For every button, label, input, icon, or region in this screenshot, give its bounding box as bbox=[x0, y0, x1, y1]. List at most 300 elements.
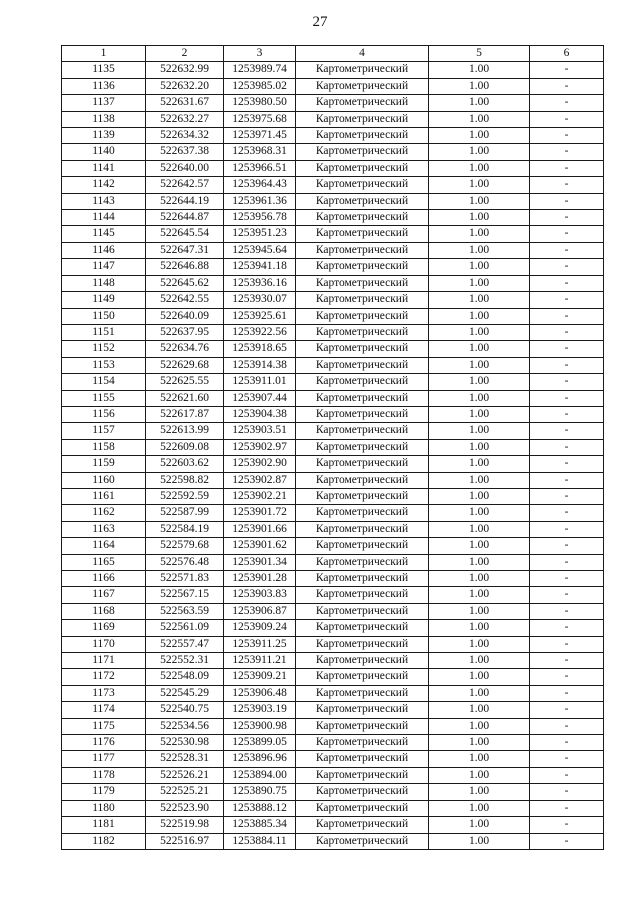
coordinates-table bbox=[61, 45, 604, 850]
point-number-cell: 1172 bbox=[62, 669, 146, 685]
table-row bbox=[62, 78, 604, 94]
y-coordinate-cell: 1253901.72 bbox=[224, 505, 296, 521]
note-cell: - bbox=[530, 193, 604, 209]
table-row bbox=[62, 210, 604, 226]
table-row bbox=[62, 62, 604, 78]
y-coordinate-cell: 1253925.61 bbox=[224, 308, 296, 324]
table-row bbox=[62, 275, 604, 291]
point-number-cell: 1166 bbox=[62, 571, 146, 587]
y-coordinate-cell: 1253964.43 bbox=[224, 177, 296, 193]
note-cell: - bbox=[530, 751, 604, 767]
note-cell: - bbox=[530, 226, 604, 242]
x-coordinate-cell: 522644.19 bbox=[146, 193, 224, 209]
table-header bbox=[62, 46, 604, 62]
y-coordinate-cell: 1253900.98 bbox=[224, 718, 296, 734]
accuracy-cell: 1.00 bbox=[429, 193, 530, 209]
point-number-cell: 1157 bbox=[62, 423, 146, 439]
y-coordinate-cell: 1253945.64 bbox=[224, 242, 296, 258]
x-coordinate-cell: 522609.08 bbox=[146, 439, 224, 455]
note-cell: - bbox=[530, 587, 604, 603]
accuracy-cell: 1.00 bbox=[429, 177, 530, 193]
note-cell: - bbox=[530, 833, 604, 849]
method-cell: Картометрический bbox=[296, 128, 429, 144]
method-cell: Картометрический bbox=[296, 751, 429, 767]
x-coordinate-cell: 522519.98 bbox=[146, 817, 224, 833]
accuracy-cell: 1.00 bbox=[429, 735, 530, 751]
y-coordinate-cell: 1253909.21 bbox=[224, 669, 296, 685]
accuracy-cell: 1.00 bbox=[429, 210, 530, 226]
point-number-cell: 1146 bbox=[62, 242, 146, 258]
x-coordinate-cell: 522557.47 bbox=[146, 636, 224, 652]
accuracy-cell: 1.00 bbox=[429, 357, 530, 373]
point-number-cell: 1178 bbox=[62, 767, 146, 783]
note-cell: - bbox=[530, 78, 604, 94]
method-cell: Картометрический bbox=[296, 259, 429, 275]
table-row bbox=[62, 242, 604, 258]
note-cell: - bbox=[530, 275, 604, 291]
y-coordinate-cell: 1253975.68 bbox=[224, 111, 296, 127]
method-cell: Картометрический bbox=[296, 160, 429, 176]
note-cell: - bbox=[530, 554, 604, 570]
point-number-cell: 1164 bbox=[62, 538, 146, 554]
point-number-cell: 1139 bbox=[62, 128, 146, 144]
table-row bbox=[62, 800, 604, 816]
note-cell: - bbox=[530, 390, 604, 406]
note-cell: - bbox=[530, 800, 604, 816]
table-row bbox=[62, 226, 604, 242]
note-cell: - bbox=[530, 62, 604, 78]
x-coordinate-cell: 522552.31 bbox=[146, 653, 224, 669]
table-row bbox=[62, 259, 604, 275]
method-cell: Картометрический bbox=[296, 636, 429, 652]
x-coordinate-cell: 522644.87 bbox=[146, 210, 224, 226]
method-cell: Картометрический bbox=[296, 587, 429, 603]
y-coordinate-cell: 1253911.25 bbox=[224, 636, 296, 652]
method-cell: Картометрический bbox=[296, 817, 429, 833]
method-cell: Картометрический bbox=[296, 95, 429, 111]
method-cell: Картометрический bbox=[296, 242, 429, 258]
point-number-cell: 1168 bbox=[62, 603, 146, 619]
point-number-cell: 1136 bbox=[62, 78, 146, 94]
x-coordinate-cell: 522534.56 bbox=[146, 718, 224, 734]
table-row bbox=[62, 538, 604, 554]
accuracy-cell: 1.00 bbox=[429, 439, 530, 455]
accuracy-cell: 1.00 bbox=[429, 538, 530, 554]
table-row bbox=[62, 95, 604, 111]
y-coordinate-cell: 1253901.62 bbox=[224, 538, 296, 554]
accuracy-cell: 1.00 bbox=[429, 128, 530, 144]
note-cell: - bbox=[530, 636, 604, 652]
x-coordinate-cell: 522634.32 bbox=[146, 128, 224, 144]
point-number-cell: 1155 bbox=[62, 390, 146, 406]
table-row bbox=[62, 341, 604, 357]
method-cell: Картометрический bbox=[296, 669, 429, 685]
table-row bbox=[62, 406, 604, 422]
accuracy-cell: 1.00 bbox=[429, 144, 530, 160]
note-cell: - bbox=[530, 603, 604, 619]
table-row bbox=[62, 571, 604, 587]
accuracy-cell: 1.00 bbox=[429, 488, 530, 504]
y-coordinate-cell: 1253951.23 bbox=[224, 226, 296, 242]
x-coordinate-cell: 522579.68 bbox=[146, 538, 224, 554]
accuracy-cell: 1.00 bbox=[429, 636, 530, 652]
method-cell: Картометрический bbox=[296, 62, 429, 78]
x-coordinate-cell: 522545.29 bbox=[146, 685, 224, 701]
x-coordinate-cell: 522576.48 bbox=[146, 554, 224, 570]
point-number-cell: 1171 bbox=[62, 653, 146, 669]
y-coordinate-cell: 1253906.87 bbox=[224, 603, 296, 619]
accuracy-cell: 1.00 bbox=[429, 702, 530, 718]
y-coordinate-cell: 1253899.05 bbox=[224, 735, 296, 751]
point-number-cell: 1176 bbox=[62, 735, 146, 751]
method-cell: Картометрический bbox=[296, 571, 429, 587]
y-coordinate-cell: 1253902.21 bbox=[224, 488, 296, 504]
point-number-cell: 1152 bbox=[62, 341, 146, 357]
table-row bbox=[62, 817, 604, 833]
table-row bbox=[62, 292, 604, 308]
page-number: 27 bbox=[312, 14, 328, 30]
point-number-cell: 1150 bbox=[62, 308, 146, 324]
method-cell: Картометрический bbox=[296, 521, 429, 537]
accuracy-cell: 1.00 bbox=[429, 292, 530, 308]
header-cell-6: 6 bbox=[530, 46, 604, 62]
accuracy-cell: 1.00 bbox=[429, 111, 530, 127]
accuracy-cell: 1.00 bbox=[429, 78, 530, 94]
table-row bbox=[62, 505, 604, 521]
point-number-cell: 1144 bbox=[62, 210, 146, 226]
point-number-cell: 1181 bbox=[62, 817, 146, 833]
note-cell: - bbox=[530, 767, 604, 783]
y-coordinate-cell: 1253911.21 bbox=[224, 653, 296, 669]
point-number-cell: 1167 bbox=[62, 587, 146, 603]
method-cell: Картометрический bbox=[296, 685, 429, 701]
x-coordinate-cell: 522631.67 bbox=[146, 95, 224, 111]
y-coordinate-cell: 1253901.34 bbox=[224, 554, 296, 570]
y-coordinate-cell: 1253914.38 bbox=[224, 357, 296, 373]
point-number-cell: 1148 bbox=[62, 275, 146, 291]
table-row bbox=[62, 144, 604, 160]
table-row bbox=[62, 669, 604, 685]
note-cell: - bbox=[530, 488, 604, 504]
y-coordinate-cell: 1253890.75 bbox=[224, 784, 296, 800]
method-cell: Картометрический bbox=[296, 226, 429, 242]
method-cell: Картометрический bbox=[296, 423, 429, 439]
table-row bbox=[62, 620, 604, 636]
method-cell: Картометрический bbox=[296, 472, 429, 488]
header-cell-1: 1 bbox=[62, 46, 146, 62]
method-cell: Картометрический bbox=[296, 505, 429, 521]
point-number-cell: 1161 bbox=[62, 488, 146, 504]
header-cell-4: 4 bbox=[296, 46, 429, 62]
x-coordinate-cell: 522647.31 bbox=[146, 242, 224, 258]
y-coordinate-cell: 1253896.96 bbox=[224, 751, 296, 767]
point-number-cell: 1140 bbox=[62, 144, 146, 160]
y-coordinate-cell: 1253911.01 bbox=[224, 374, 296, 390]
note-cell: - bbox=[530, 259, 604, 275]
point-number-cell: 1135 bbox=[62, 62, 146, 78]
accuracy-cell: 1.00 bbox=[429, 242, 530, 258]
note-cell: - bbox=[530, 505, 604, 521]
accuracy-cell: 1.00 bbox=[429, 95, 530, 111]
x-coordinate-cell: 522629.68 bbox=[146, 357, 224, 373]
x-coordinate-cell: 522645.54 bbox=[146, 226, 224, 242]
x-coordinate-cell: 522642.55 bbox=[146, 292, 224, 308]
method-cell: Картометрический bbox=[296, 144, 429, 160]
y-coordinate-cell: 1253902.90 bbox=[224, 456, 296, 472]
x-coordinate-cell: 522571.83 bbox=[146, 571, 224, 587]
table-row bbox=[62, 177, 604, 193]
note-cell: - bbox=[530, 324, 604, 340]
note-cell: - bbox=[530, 620, 604, 636]
table-row bbox=[62, 767, 604, 783]
point-number-cell: 1154 bbox=[62, 374, 146, 390]
point-number-cell: 1142 bbox=[62, 177, 146, 193]
note-cell: - bbox=[530, 177, 604, 193]
table-row bbox=[62, 160, 604, 176]
table-row bbox=[62, 833, 604, 849]
accuracy-cell: 1.00 bbox=[429, 160, 530, 176]
point-number-cell: 1138 bbox=[62, 111, 146, 127]
x-coordinate-cell: 522621.60 bbox=[146, 390, 224, 406]
method-cell: Картометрический bbox=[296, 620, 429, 636]
note-cell: - bbox=[530, 95, 604, 111]
note-cell: - bbox=[530, 423, 604, 439]
accuracy-cell: 1.00 bbox=[429, 620, 530, 636]
y-coordinate-cell: 1253894.00 bbox=[224, 767, 296, 783]
y-coordinate-cell: 1253884.11 bbox=[224, 833, 296, 849]
method-cell: Картометрический bbox=[296, 767, 429, 783]
x-coordinate-cell: 522625.55 bbox=[146, 374, 224, 390]
note-cell: - bbox=[530, 210, 604, 226]
y-coordinate-cell: 1253989.74 bbox=[224, 62, 296, 78]
y-coordinate-cell: 1253918.65 bbox=[224, 341, 296, 357]
method-cell: Картометрический bbox=[296, 292, 429, 308]
x-coordinate-cell: 522526.21 bbox=[146, 767, 224, 783]
method-cell: Картометрический bbox=[296, 193, 429, 209]
method-cell: Картометрический bbox=[296, 800, 429, 816]
method-cell: Картометрический bbox=[296, 406, 429, 422]
table-body bbox=[62, 62, 604, 850]
accuracy-cell: 1.00 bbox=[429, 817, 530, 833]
accuracy-cell: 1.00 bbox=[429, 603, 530, 619]
method-cell: Картометрический bbox=[296, 735, 429, 751]
y-coordinate-cell: 1253904.38 bbox=[224, 406, 296, 422]
note-cell: - bbox=[530, 160, 604, 176]
method-cell: Картометрический bbox=[296, 78, 429, 94]
method-cell: Картометрический bbox=[296, 456, 429, 472]
note-cell: - bbox=[530, 406, 604, 422]
accuracy-cell: 1.00 bbox=[429, 587, 530, 603]
point-number-cell: 1165 bbox=[62, 554, 146, 570]
note-cell: - bbox=[530, 128, 604, 144]
note-cell: - bbox=[530, 341, 604, 357]
point-number-cell: 1182 bbox=[62, 833, 146, 849]
accuracy-cell: 1.00 bbox=[429, 767, 530, 783]
accuracy-cell: 1.00 bbox=[429, 423, 530, 439]
y-coordinate-cell: 1253907.44 bbox=[224, 390, 296, 406]
note-cell: - bbox=[530, 292, 604, 308]
y-coordinate-cell: 1253902.87 bbox=[224, 472, 296, 488]
y-coordinate-cell: 1253961.36 bbox=[224, 193, 296, 209]
table-row bbox=[62, 423, 604, 439]
accuracy-cell: 1.00 bbox=[429, 472, 530, 488]
note-cell: - bbox=[530, 308, 604, 324]
y-coordinate-cell: 1253888.12 bbox=[224, 800, 296, 816]
point-number-cell: 1151 bbox=[62, 324, 146, 340]
x-coordinate-cell: 522523.90 bbox=[146, 800, 224, 816]
y-coordinate-cell: 1253966.51 bbox=[224, 160, 296, 176]
method-cell: Картометрический bbox=[296, 833, 429, 849]
accuracy-cell: 1.00 bbox=[429, 505, 530, 521]
method-cell: Картометрический bbox=[296, 784, 429, 800]
y-coordinate-cell: 1253936.16 bbox=[224, 275, 296, 291]
header-cell-2: 2 bbox=[146, 46, 224, 62]
note-cell: - bbox=[530, 521, 604, 537]
x-coordinate-cell: 522563.59 bbox=[146, 603, 224, 619]
table-row bbox=[62, 439, 604, 455]
point-number-cell: 1137 bbox=[62, 95, 146, 111]
table-row bbox=[62, 324, 604, 340]
x-coordinate-cell: 522567.15 bbox=[146, 587, 224, 603]
x-coordinate-cell: 522632.27 bbox=[146, 111, 224, 127]
method-cell: Картометрический bbox=[296, 324, 429, 340]
x-coordinate-cell: 522587.99 bbox=[146, 505, 224, 521]
table-row bbox=[62, 390, 604, 406]
method-cell: Картометрический bbox=[296, 390, 429, 406]
point-number-cell: 1173 bbox=[62, 685, 146, 701]
table-row bbox=[62, 128, 604, 144]
note-cell: - bbox=[530, 472, 604, 488]
note-cell: - bbox=[530, 784, 604, 800]
point-number-cell: 1180 bbox=[62, 800, 146, 816]
point-number-cell: 1174 bbox=[62, 702, 146, 718]
y-coordinate-cell: 1253909.24 bbox=[224, 620, 296, 636]
header-row bbox=[62, 46, 604, 62]
accuracy-cell: 1.00 bbox=[429, 800, 530, 816]
point-number-cell: 1145 bbox=[62, 226, 146, 242]
y-coordinate-cell: 1253902.97 bbox=[224, 439, 296, 455]
x-coordinate-cell: 522584.19 bbox=[146, 521, 224, 537]
x-coordinate-cell: 522530.98 bbox=[146, 735, 224, 751]
y-coordinate-cell: 1253980.50 bbox=[224, 95, 296, 111]
note-cell: - bbox=[530, 242, 604, 258]
method-cell: Картометрический bbox=[296, 111, 429, 127]
x-coordinate-cell: 522642.57 bbox=[146, 177, 224, 193]
accuracy-cell: 1.00 bbox=[429, 784, 530, 800]
point-number-cell: 1159 bbox=[62, 456, 146, 472]
y-coordinate-cell: 1253968.31 bbox=[224, 144, 296, 160]
x-coordinate-cell: 522632.99 bbox=[146, 62, 224, 78]
table-row bbox=[62, 472, 604, 488]
table-row bbox=[62, 193, 604, 209]
note-cell: - bbox=[530, 735, 604, 751]
method-cell: Картометрический bbox=[296, 718, 429, 734]
method-cell: Картометрический bbox=[296, 702, 429, 718]
y-coordinate-cell: 1253930.07 bbox=[224, 292, 296, 308]
method-cell: Картометрический bbox=[296, 439, 429, 455]
point-number-cell: 1160 bbox=[62, 472, 146, 488]
accuracy-cell: 1.00 bbox=[429, 521, 530, 537]
y-coordinate-cell: 1253941.18 bbox=[224, 259, 296, 275]
table-row bbox=[62, 521, 604, 537]
accuracy-cell: 1.00 bbox=[429, 833, 530, 849]
method-cell: Картометрический bbox=[296, 603, 429, 619]
x-coordinate-cell: 522525.21 bbox=[146, 784, 224, 800]
x-coordinate-cell: 522645.62 bbox=[146, 275, 224, 291]
accuracy-cell: 1.00 bbox=[429, 390, 530, 406]
x-coordinate-cell: 522617.87 bbox=[146, 406, 224, 422]
accuracy-cell: 1.00 bbox=[429, 685, 530, 701]
note-cell: - bbox=[530, 653, 604, 669]
table-row bbox=[62, 751, 604, 767]
point-number-cell: 1163 bbox=[62, 521, 146, 537]
x-coordinate-cell: 522592.59 bbox=[146, 488, 224, 504]
table-row bbox=[62, 636, 604, 652]
accuracy-cell: 1.00 bbox=[429, 653, 530, 669]
x-coordinate-cell: 522540.75 bbox=[146, 702, 224, 718]
x-coordinate-cell: 522640.09 bbox=[146, 308, 224, 324]
point-number-cell: 1156 bbox=[62, 406, 146, 422]
method-cell: Картометрический bbox=[296, 357, 429, 373]
point-number-cell: 1179 bbox=[62, 784, 146, 800]
accuracy-cell: 1.00 bbox=[429, 669, 530, 685]
method-cell: Картометрический bbox=[296, 210, 429, 226]
accuracy-cell: 1.00 bbox=[429, 456, 530, 472]
x-coordinate-cell: 522613.99 bbox=[146, 423, 224, 439]
accuracy-cell: 1.00 bbox=[429, 406, 530, 422]
x-coordinate-cell: 522640.00 bbox=[146, 160, 224, 176]
accuracy-cell: 1.00 bbox=[429, 259, 530, 275]
method-cell: Картометрический bbox=[296, 538, 429, 554]
note-cell: - bbox=[530, 439, 604, 455]
point-number-cell: 1143 bbox=[62, 193, 146, 209]
x-coordinate-cell: 522516.97 bbox=[146, 833, 224, 849]
x-coordinate-cell: 522646.88 bbox=[146, 259, 224, 275]
y-coordinate-cell: 1253901.28 bbox=[224, 571, 296, 587]
method-cell: Картометрический bbox=[296, 554, 429, 570]
method-cell: Картометрический bbox=[296, 488, 429, 504]
note-cell: - bbox=[530, 702, 604, 718]
note-cell: - bbox=[530, 718, 604, 734]
method-cell: Картометрический bbox=[296, 177, 429, 193]
y-coordinate-cell: 1253906.48 bbox=[224, 685, 296, 701]
x-coordinate-cell: 522528.31 bbox=[146, 751, 224, 767]
point-number-cell: 1162 bbox=[62, 505, 146, 521]
accuracy-cell: 1.00 bbox=[429, 308, 530, 324]
note-cell: - bbox=[530, 685, 604, 701]
method-cell: Картометрический bbox=[296, 275, 429, 291]
header-cell-5: 5 bbox=[429, 46, 530, 62]
point-number-cell: 1141 bbox=[62, 160, 146, 176]
note-cell: - bbox=[530, 817, 604, 833]
table-row bbox=[62, 308, 604, 324]
note-cell: - bbox=[530, 144, 604, 160]
table-row bbox=[62, 735, 604, 751]
y-coordinate-cell: 1253903.19 bbox=[224, 702, 296, 718]
x-coordinate-cell: 522634.76 bbox=[146, 341, 224, 357]
point-number-cell: 1147 bbox=[62, 259, 146, 275]
accuracy-cell: 1.00 bbox=[429, 718, 530, 734]
x-coordinate-cell: 522603.62 bbox=[146, 456, 224, 472]
table-row bbox=[62, 374, 604, 390]
accuracy-cell: 1.00 bbox=[429, 324, 530, 340]
table-row bbox=[62, 357, 604, 373]
note-cell: - bbox=[530, 571, 604, 587]
table-row bbox=[62, 718, 604, 734]
method-cell: Картометрический bbox=[296, 341, 429, 357]
y-coordinate-cell: 1253903.51 bbox=[224, 423, 296, 439]
x-coordinate-cell: 522632.20 bbox=[146, 78, 224, 94]
